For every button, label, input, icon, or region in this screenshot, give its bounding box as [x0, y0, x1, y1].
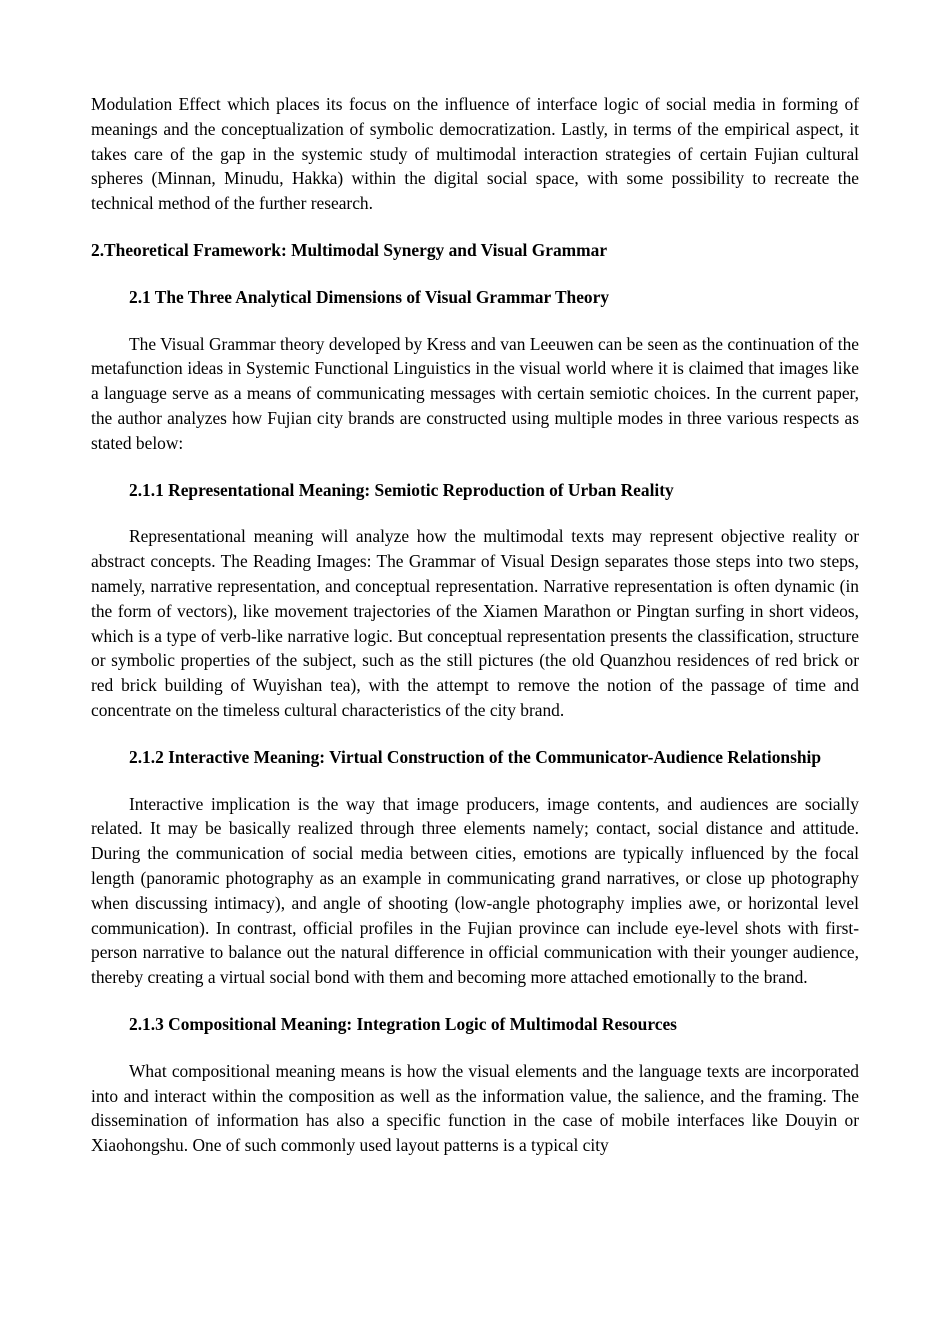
section-2-1-2-body: Interactive implication is the way that image producers, image contents, and audiences are socially related. It may be basically realized through three elements namely; contact, social distance and attitude. During the communication of social media between cities, emotions are typically influenced by the focal length (panoramic photography as an example in communicating grand narratives, or close up photography when discussing intimacy), and angle of shooting (low-angle photography implies awe, or horizontal level communication). In contrast, official profiles in the Fujian province can include eye-level shots with first-person narrative to balance out the natural difference in official communication with their younger audience, thereby creating a virtual social bond with them and becoming more attached emotionally to the brand. — [91, 793, 859, 988]
section-2-1-3-heading: 2.1.3 Compositional Meaning: Integration Logic of Multimodal Resources — [129, 1013, 677, 1034]
section-2-heading: 2.Theoretical Framework: Multimodal Synergy and Visual Grammar — [91, 239, 608, 260]
section-2-1-1-body: Representational meaning will analyze how the multimodal texts may represent objective reality or abstract concepts. The Reading Images: The Grammar of Visual Design separates those steps into two steps, namely, narrative representation, and conceptual representation. Narrative representation is often dynamic (in the form of vectors), like movement trajectories of the Xiamen Marathon or Pingtan surfing in short videos, which is a type of verb-like narrative logic. But conceptual representation presents the classification, structure or symbolic properties of the subject, such as the still pictures (the old Quanzhou residences of red brick or red brick building of Wuyishan tea), with the attempt to remove the notion of the passage of time and concentrate on the timeless cultural characteristics of the city brand. — [91, 526, 859, 720]
document-page — [91, 92, 859, 1158]
section-2-1-heading: 2.1 The Three Analytical Dimensions of Visual Grammar Theory — [129, 286, 610, 307]
section-2-1-2-heading: 2.1.2 Interactive Meaning: Virtual Construction of the Communicator-Audience Relationship — [129, 746, 822, 767]
section-2-1-body: The Visual Grammar theory developed by Kress and van Leeuwen can be seen as the continuation of the metafunction ideas in Systemic Functional Linguistics in the visual world where it is claimed that images like a language serve as a means of communicating messages with certain semiotic choices. In the current paper, the author analyzes how Fujian city brands are constructed using multiple modes in three various respects as stated below: — [91, 333, 859, 453]
intro-continuation-paragraph: Modulation Effect which places its focus on the influence of interface logic of social media in forming of meanings and the conceptualization of symbolic democratization. Lastly, in terms of the empirical aspect, it takes care of the gap in the systemic study of multimodal interaction strategies of certain Fujian cultural spheres (Minnan, Minudu, Hakka) within the digital social space, with some possibility to recreate the technical method of the further research. — [91, 94, 859, 214]
section-2-1-1-heading: 2.1.1 Representational Meaning: Semiotic Reproduction of Urban Reality — [129, 479, 674, 500]
section-2-1-3-body: What compositional meaning means is how the visual elements and the language texts are incorporated into and interact within the composition as well as the information value, the salience, and the framing. The dissemination of information has also a specific function in the case of mobile interfaces like Douyin or Xiaohongshu. One of such commonly used layout patterns is a typical city — [91, 1060, 859, 1156]
